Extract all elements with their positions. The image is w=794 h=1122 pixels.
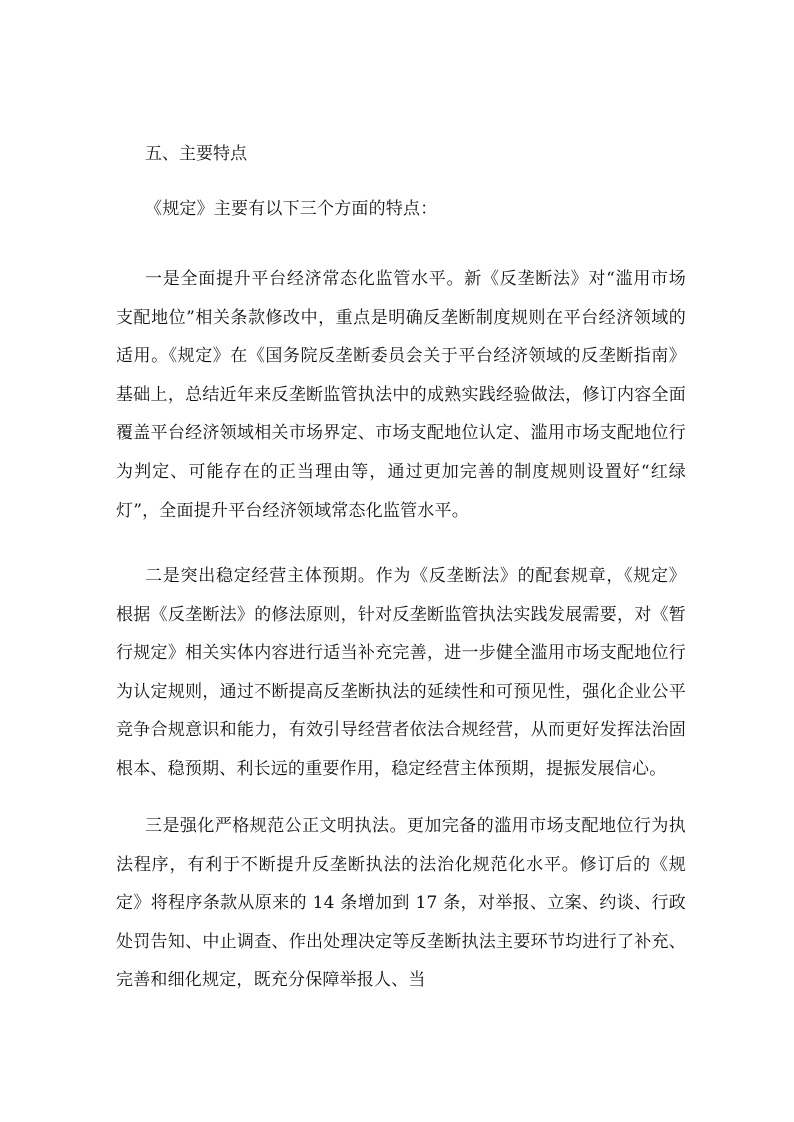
section-heading: 五、主要特点 bbox=[145, 144, 247, 164]
paragraph-2: 二是突出稳定经营主体预期。作为《反垄断法》的配套规章，《规定》根据《反垄断法》的修法原则，针对反垄断监管执法实践发展需要，对《暂行规定》相关实体内容进行适当补充完善，进一步健全滥用市场支配地位行为认定规则，通过不断提高反垄断执法的延续性和可预见性，强化企业公平竞争合规意识和能力，有效引导经营者依法合规经营，从而更好发挥法治固根本、稳预期、利长远的重要作用，稳定经营主体预期，提振发展信心。 bbox=[116, 566, 686, 779]
paragraph-1: 一是全面提升平台经济常态化监管水平。新《反垄断法》对“滥用市场支配地位”相关条款修改中，重点是明确反垄断制度规则在平台经济领域的适用。《规定》在《国务院反垄断委员会关于平台经济领域的反垄断指南》基础上，总结近年来反垄断监管执法中的成熟实践经验做法，修订内容全面覆盖平台经济领域相关市场界定、市场支配地位认定、滥用市场支配地位行为判定、可能存在的正当理由等，通过更加完善的制度规则设置好“红绿灯”，全面提升平台经济领域常态化监管水平。 bbox=[116, 269, 686, 521]
intro-paragraph: 《规定》主要有以下三个方面的特点： bbox=[145, 199, 438, 219]
paragraph-3: 三是强化严格规范公正文明执法。更加完备的滥用市场支配地位行为执法程序，有利于不断提升反垄断执法的法治化规范化水平。修订后的《规定》将程序条款从原来的 14 条增加到 17 条，对举报、立案、约谈、行政处罚告知、中止调查、作出处理决定等反垄断执法主要环节均进行了补充、完善和细化规定，既充分保障举报人、当 bbox=[116, 816, 686, 991]
